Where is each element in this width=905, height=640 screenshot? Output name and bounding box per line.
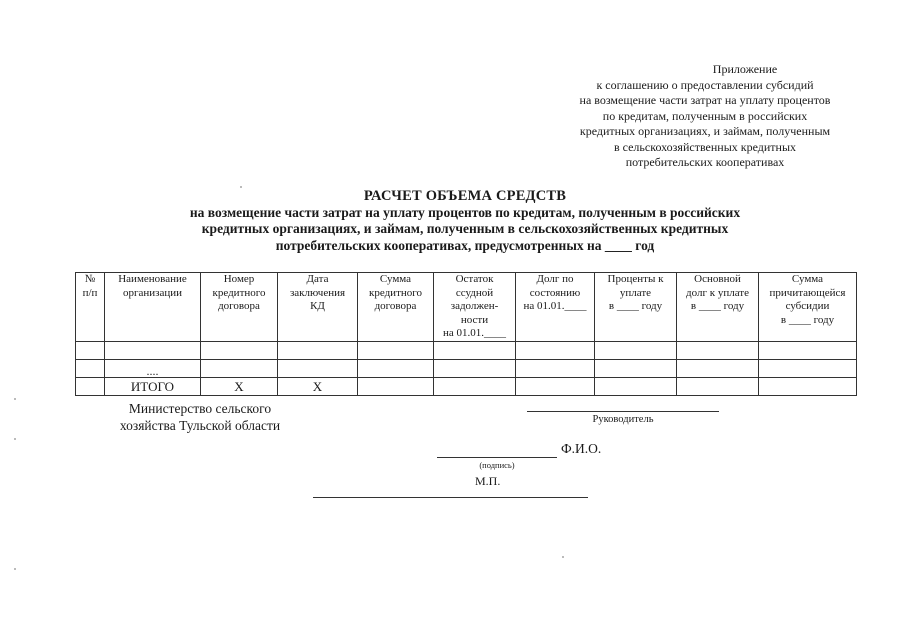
- calculation-table: [75, 272, 857, 396]
- title-line: потребительских кооперативах, предусмотренных на ____ год: [275, 237, 655, 253]
- scan-speck: [240, 186, 242, 188]
- table-cell: [677, 341, 759, 359]
- head-signature-line: [527, 411, 719, 412]
- column-header-line: Остаток: [455, 273, 494, 285]
- stamp-label: М.П.: [475, 474, 501, 488]
- table-cell: ....: [105, 359, 201, 377]
- table-cell: [358, 341, 434, 359]
- table-cell: [76, 341, 105, 359]
- column-header-line: причитающейся: [769, 286, 846, 299]
- column-header-line: в ____ году: [690, 300, 745, 312]
- column-header: [201, 273, 278, 342]
- table-cell: [358, 377, 434, 395]
- table-cell: [201, 341, 278, 359]
- column-header: [105, 273, 201, 342]
- title-line: кредитных организациях, и займам, полученным в сельскохозяйственных кредитных: [201, 221, 729, 236]
- title-main: РАСЧЕТ ОБЪЕМА СРЕДСТВ: [363, 188, 567, 204]
- table-cell: [105, 341, 201, 359]
- signature-caption: (подпись): [479, 460, 515, 470]
- column-header-line: заключения: [289, 286, 346, 299]
- table-header-row: [76, 273, 857, 342]
- scan-speck: [14, 568, 16, 570]
- column-header-line: состоянию: [529, 286, 581, 299]
- table-row: [76, 359, 857, 377]
- appendix-line: к соглашению о предоставлении субсидий: [596, 77, 814, 92]
- column-header-line: Наименование: [118, 273, 187, 285]
- column-header: [76, 273, 105, 342]
- table-cell: [595, 359, 677, 377]
- document-title: [120, 188, 810, 254]
- column-header-line: в ____ году: [780, 313, 835, 326]
- table-cell: [595, 377, 677, 395]
- column-header-line: договора: [218, 300, 260, 312]
- column-header: [595, 273, 677, 342]
- table-cell: [278, 359, 358, 377]
- column-header-line: субсидии: [785, 300, 830, 312]
- column-header-line: задолжен-: [450, 300, 499, 312]
- column-header-line: организации: [122, 286, 183, 299]
- column-header-line: Дата: [306, 273, 329, 285]
- column-header-line: п/п: [82, 286, 98, 299]
- fio-label: Ф.И.О.: [561, 441, 602, 456]
- appendix-line: в сельскохозяйственных кредитных: [613, 139, 797, 154]
- title-line: на возмещение части затрат на уплату процентов по кредитам, полученным в российских: [189, 204, 741, 220]
- table-cell: [358, 359, 434, 377]
- column-header-line: Основной: [694, 273, 741, 285]
- column-header-line: кредитного: [369, 286, 422, 299]
- scan-speck: [14, 438, 16, 440]
- appendix-line: кредитных организациях, и займам, полученным: [579, 124, 831, 138]
- column-header-line: ссудной: [455, 286, 494, 299]
- column-header-line: долг к уплате: [686, 286, 749, 299]
- column-header-line: ности: [460, 313, 489, 326]
- table-row: [76, 341, 857, 359]
- column-header-line: на 01.01.____: [523, 300, 587, 312]
- column-header-line: КД: [310, 300, 325, 312]
- ministry-line: хозяйства Тульской области: [119, 418, 281, 433]
- column-header-line: Долг по: [536, 273, 574, 285]
- column-header-line: договора: [374, 300, 417, 312]
- table-cell: [278, 341, 358, 359]
- column-header-line: в ____ году: [608, 300, 663, 312]
- appendix-line: Приложение: [712, 62, 778, 76]
- table-cell: [434, 341, 516, 359]
- table-cell: [76, 359, 105, 377]
- column-header-line: кредитного: [212, 286, 266, 299]
- column-header-line: №: [84, 273, 96, 285]
- column-header-line: уплате: [619, 286, 652, 299]
- table-cell: [759, 359, 857, 377]
- head-label: Руководитель: [592, 414, 654, 425]
- table-cell: [759, 341, 857, 359]
- table-cell: X: [278, 377, 358, 395]
- appendix-note: [540, 62, 870, 171]
- table-cell: [759, 377, 857, 395]
- table-cell: [76, 377, 105, 395]
- appendix-line: по кредитам, полученным в российских: [602, 108, 808, 123]
- scan-speck: [14, 398, 16, 400]
- table-cell: [434, 377, 516, 395]
- column-header-line: на 01.01.____: [442, 327, 507, 339]
- ministry-name: [100, 400, 300, 434]
- bottom-divider: [313, 497, 588, 498]
- scan-speck: [562, 556, 564, 558]
- column-header: [434, 273, 516, 342]
- ministry-line: Министерство сельского: [128, 401, 272, 416]
- table-cell: ИТОГО: [105, 377, 201, 395]
- appendix-line: потребительских кооперативах: [625, 155, 785, 169]
- table-cell: [677, 359, 759, 377]
- column-header-line: Сумма: [379, 273, 412, 285]
- column-header-line: Номер: [223, 273, 255, 285]
- table-cell: [677, 377, 759, 395]
- table-cell: [516, 377, 595, 395]
- table-cell: X: [201, 377, 278, 395]
- column-header-line: Проценты к: [607, 273, 664, 285]
- column-header: [677, 273, 759, 342]
- table-cell: [516, 359, 595, 377]
- table-row: [76, 377, 857, 395]
- column-header: [278, 273, 358, 342]
- column-header: [358, 273, 434, 342]
- column-header: [759, 273, 857, 342]
- table-cell: [201, 359, 278, 377]
- table-cell: [516, 341, 595, 359]
- column-header: [516, 273, 595, 342]
- column-header-line: Сумма: [791, 273, 824, 285]
- table-cell: [595, 341, 677, 359]
- table-cell: [434, 359, 516, 377]
- signature-line: [437, 457, 557, 458]
- appendix-line: на возмещение части затрат на уплату процентов: [579, 93, 831, 107]
